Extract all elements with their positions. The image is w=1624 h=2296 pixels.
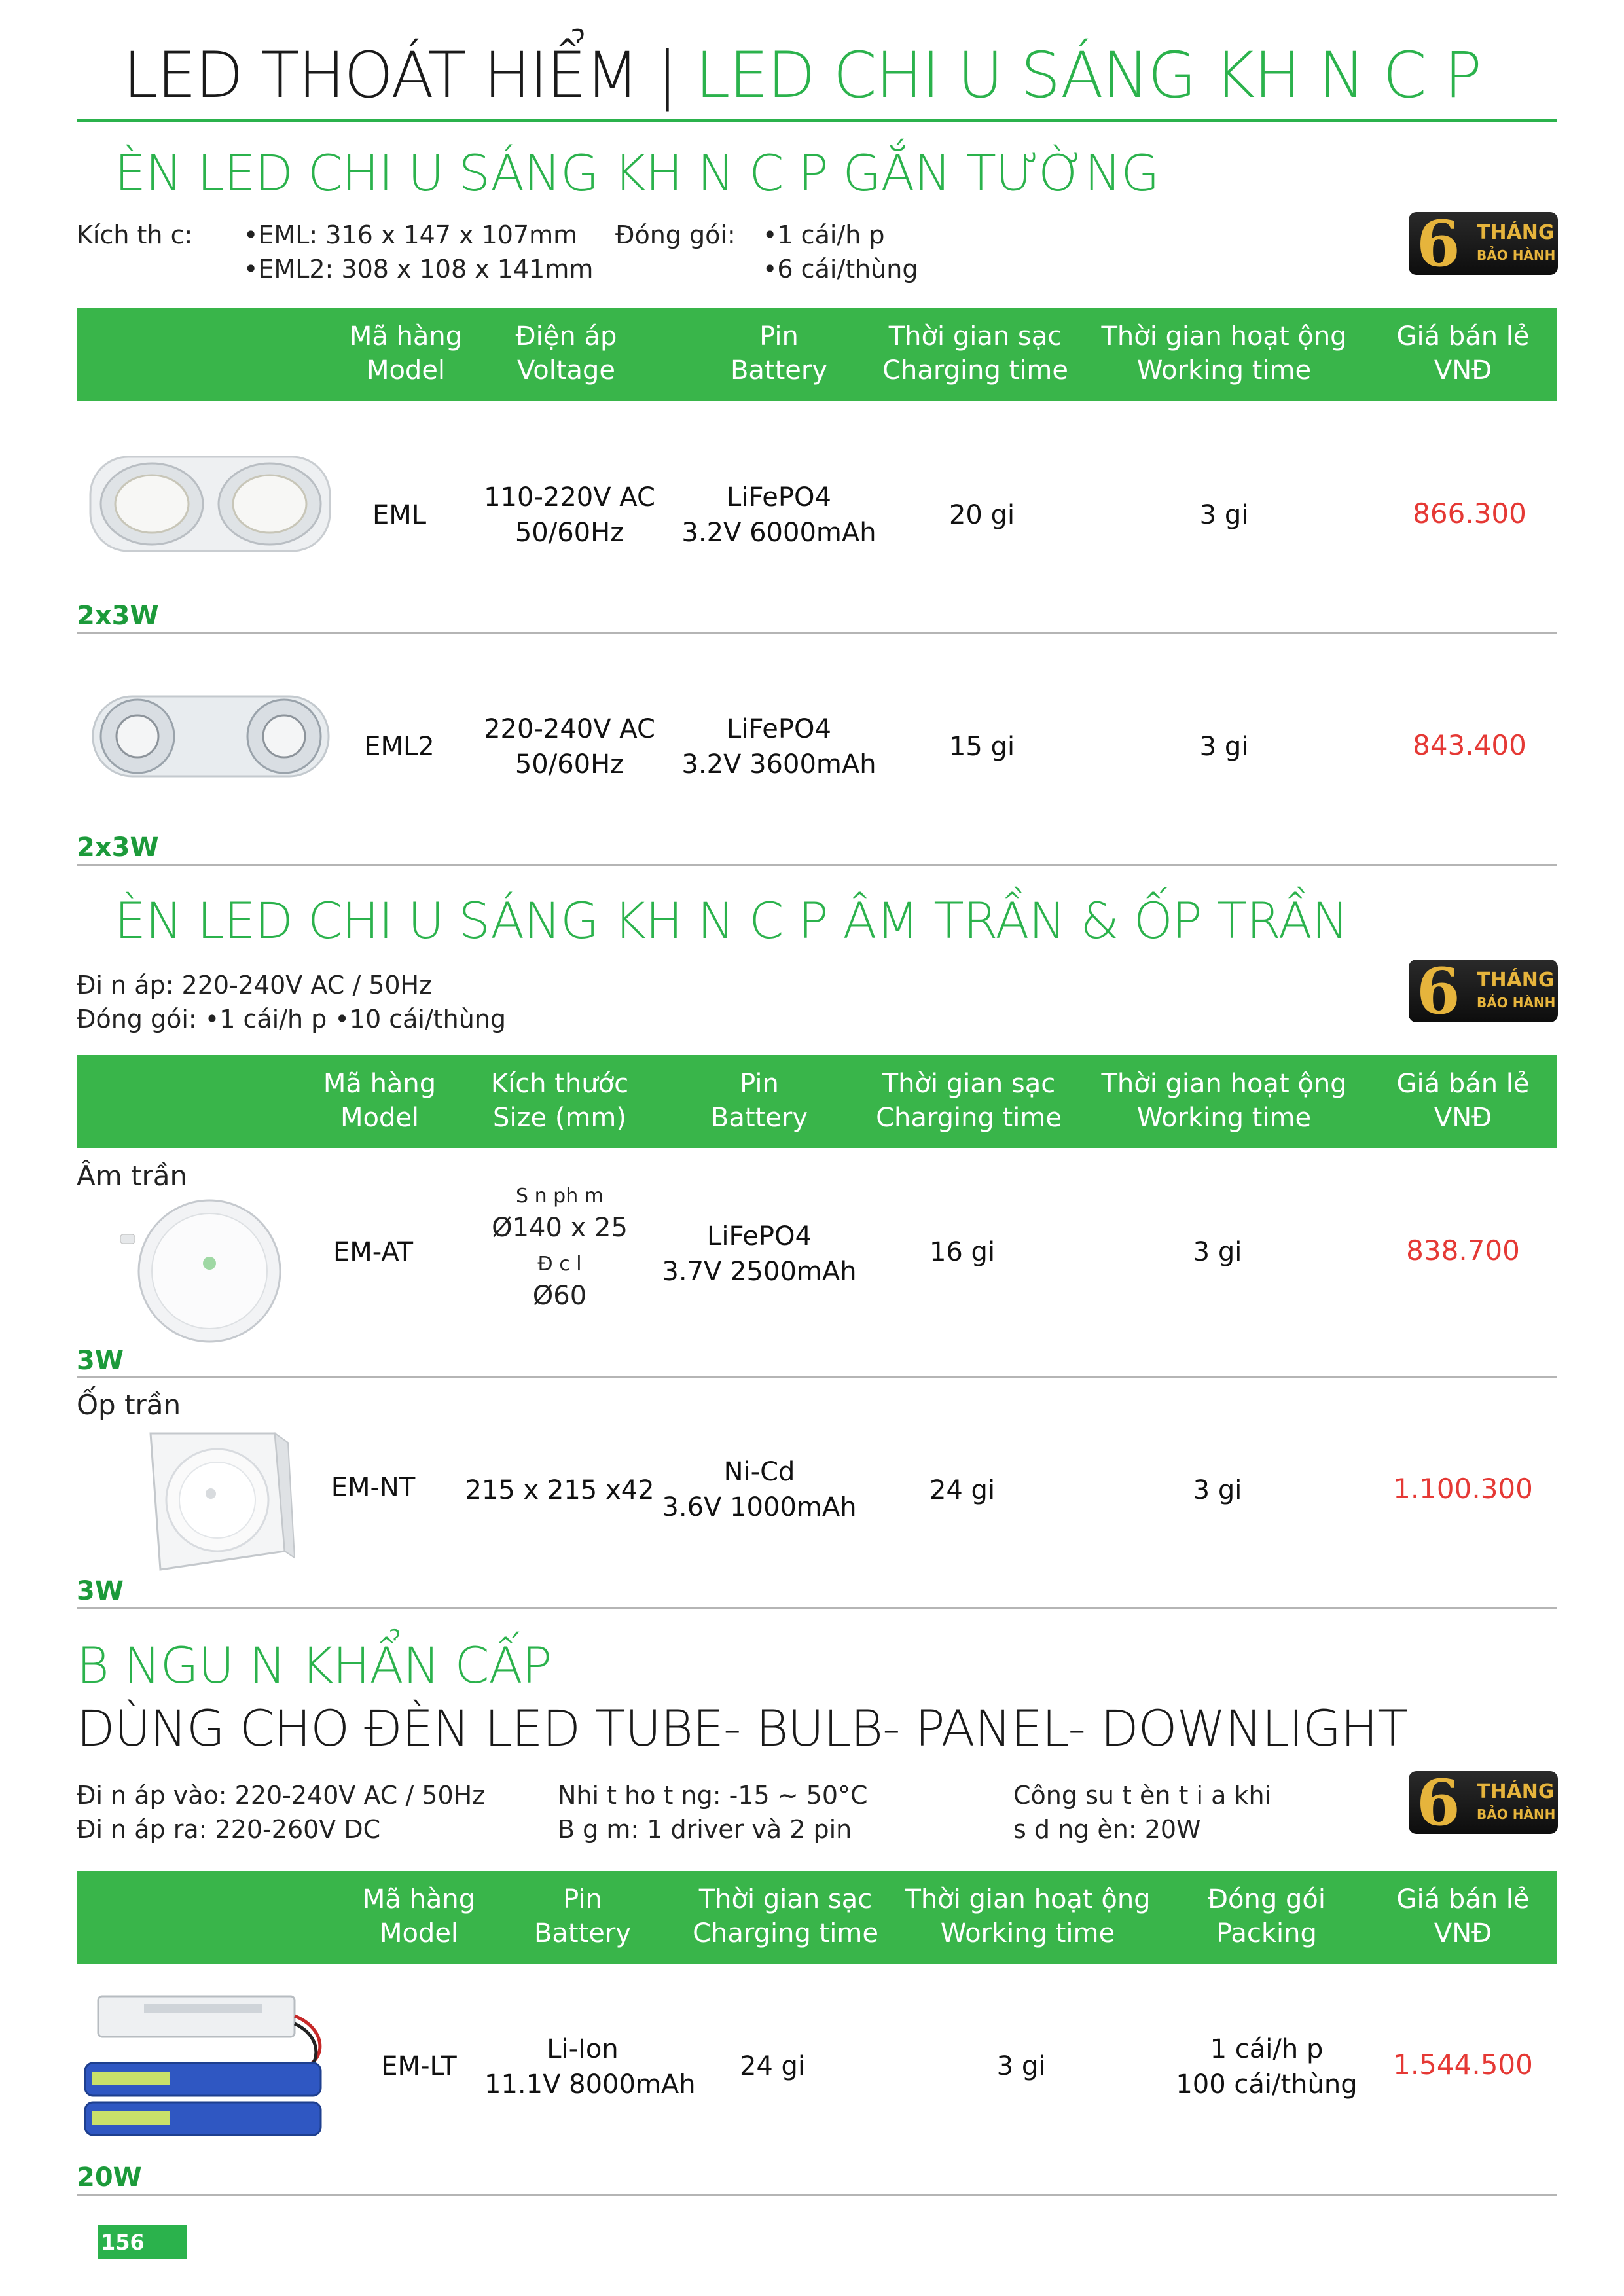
size-em-at: S n ph m Ø140 x 25 Đ c l Ø60 <box>492 1185 628 1311</box>
t3-header-packing: Đóng gói Packing <box>1208 1884 1326 1948</box>
section2-title: ÈN LED CHI U SÁNG KH N C P ÂM TRẦN & ỐP TRẦN <box>115 891 1348 950</box>
max-power-2: s d ng èn: 20W <box>1013 1815 1201 1844</box>
price-eml2: 843.400 <box>1413 729 1526 761</box>
size-eml2: •EML2: 308 x 108 x 141mm <box>244 255 594 283</box>
page-number: 156 <box>98 2225 187 2259</box>
product-image-eml <box>86 445 335 563</box>
section1-title: ÈN LED CHI U SÁNG KH N C P GẮN TƯỜNG <box>115 144 1159 202</box>
t2-header-model: Mã hàng Model <box>323 1069 437 1133</box>
model-em-lt: EM-LT <box>381 2051 457 2081</box>
row-divider <box>77 1607 1557 1609</box>
output-voltage: Đi n áp ra: 220-260V DC <box>77 1815 381 1844</box>
warranty-unit: THÁNG <box>1477 1780 1555 1803</box>
watt-em-nt: 3W <box>77 1576 124 1606</box>
page-title <box>123 39 1481 111</box>
work-em-at: 3 gi <box>1193 1237 1242 1267</box>
watt-eml2: 2x3W <box>77 833 159 863</box>
price-em-at: 838.700 <box>1406 1234 1520 1266</box>
page-title-black: LED THOÁT HIỂM | <box>123 39 696 112</box>
t3-header-working: Thời gian hoạt ộng Working time <box>905 1884 1151 1948</box>
battery-em-nt: Ni-Cd 3.6V 1000mAh <box>662 1457 857 1522</box>
category-am-tran: Âm trần <box>77 1160 188 1192</box>
category-op-tran: Ốp trần <box>77 1389 181 1421</box>
model-em-at: EM-AT <box>333 1237 414 1267</box>
price-em-nt: 1.100.300 <box>1393 1473 1533 1505</box>
warranty-badge <box>1409 207 1558 281</box>
price-em-lt: 1.544.500 <box>1393 2049 1533 2081</box>
t3-header-battery: Pin Battery <box>533 1884 632 1948</box>
pack-carton: •6 cái/thùng <box>763 255 918 283</box>
charge-em-at: 16 gi <box>929 1237 996 1267</box>
t3-header-model: Mã hàng Model <box>362 1884 476 1948</box>
warranty-text: BẢO HÀNH <box>1477 995 1556 1011</box>
battery-em-lt: Li-Ion 11.1V 8000mAh <box>484 2034 696 2100</box>
model-eml2: EML2 <box>364 732 435 762</box>
size-eml: •EML: 316 x 147 x 107mm <box>244 221 578 249</box>
section2-packing: Đóng gói: •1 cái/h p •10 cái/thùng <box>77 1005 507 1033</box>
work-eml2: 3 gi <box>1199 732 1249 762</box>
row-divider <box>77 1376 1557 1378</box>
model-em-nt: EM-NT <box>331 1473 416 1503</box>
work-eml: 3 gi <box>1199 500 1249 530</box>
operating-temp: Nhi t ho t ng: -15 ~ 50°C <box>558 1781 868 1810</box>
work-em-lt: 3 gi <box>996 2051 1046 2081</box>
section3-title: B NGU N KHẨN CẤP <box>77 1636 552 1695</box>
warranty-badge <box>1409 954 1558 1028</box>
product-image-em-nt <box>137 1420 295 1577</box>
section3-subtitle: DÙNG CHO ĐÈN LED TUBE- BULB- PANEL- DOWNLIGHT <box>77 1699 1407 1757</box>
input-voltage: Đi n áp vào: 220-240V AC / 50Hz <box>77 1781 486 1810</box>
t1-header-model: Mã hàng Model <box>349 321 463 386</box>
charge-eml: 20 gi <box>948 500 1015 530</box>
t2-header-battery: Pin Battery <box>710 1069 808 1133</box>
model-eml: EML <box>372 500 427 530</box>
warranty-number: 6 <box>1416 207 1460 281</box>
price-eml: 866.300 <box>1413 497 1526 529</box>
product-image-em-lt <box>79 1990 353 2147</box>
warranty-badge <box>1409 1766 1558 1840</box>
warranty-text: BẢO HÀNH <box>1477 247 1556 263</box>
t1-header-price: Giá bán lẻ VNĐ <box>1396 321 1530 386</box>
voltage-eml2: 220-240V AC 50/60Hz <box>484 714 655 780</box>
charge-em-nt: 24 gi <box>929 1475 996 1505</box>
size-em-nt: 215 x 215 x42 <box>465 1475 655 1505</box>
battery-eml: LiFePO4 3.2V 6000mAh <box>681 482 876 548</box>
t3-header-price: Giá bán lẻ VNĐ <box>1396 1884 1530 1948</box>
watt-em-at: 3W <box>77 1346 124 1376</box>
warranty-unit: THÁNG <box>1477 969 1555 992</box>
title-rule <box>77 119 1557 122</box>
work-em-nt: 3 gi <box>1193 1475 1242 1505</box>
warranty-text: BẢO HÀNH <box>1477 1806 1556 1822</box>
charge-em-lt: 24 gi <box>739 2051 806 2081</box>
row-divider <box>77 632 1557 634</box>
t1-header-working: Thời gian hoạt ộng Working time <box>1101 321 1347 386</box>
t1-header-charging: Thời gian sạc Charging time <box>882 321 1068 386</box>
warranty-unit: THÁNG <box>1477 221 1555 244</box>
t2-header-working: Thời gian hoạt ộng Working time <box>1101 1069 1347 1133</box>
t2-header-price: Giá bán lẻ VNĐ <box>1396 1069 1530 1133</box>
charge-eml2: 15 gi <box>948 732 1015 762</box>
row-divider <box>77 2194 1557 2196</box>
pack-box: •1 cái/h p <box>763 221 885 249</box>
t1-header-voltage: Điện áp Voltage <box>515 321 617 386</box>
row-divider <box>77 864 1557 866</box>
watt-eml: 2x3W <box>77 601 159 631</box>
battery-eml2: LiFePO4 3.2V 3600mAh <box>681 714 876 780</box>
pack-label: Đóng gói: <box>615 221 736 249</box>
t3-header-charging: Thời gian sạc Charging time <box>693 1884 878 1948</box>
section2-voltage: Đi n áp: 220-240V AC / 50Hz <box>77 971 433 999</box>
warranty-number: 6 <box>1416 954 1460 1028</box>
product-image-eml2 <box>86 687 335 785</box>
watt-em-lt: 20W <box>77 2162 142 2193</box>
voltage-eml: 110-220V AC 50/60Hz <box>484 482 655 548</box>
kit-contents: B g m: 1 driver và 2 pin <box>558 1815 852 1844</box>
product-image-em-at <box>111 1191 295 1348</box>
battery-em-at: LiFePO4 3.7V 2500mAh <box>662 1221 857 1287</box>
t1-header-battery: Pin Battery <box>730 321 828 386</box>
packing-em-lt: 1 cái/h p 100 cái/thùng <box>1176 2034 1358 2100</box>
t2-header-charging: Thời gian sạc Charging time <box>876 1069 1062 1133</box>
warranty-number: 6 <box>1416 1766 1460 1840</box>
page-title-green: LED CHI U SÁNG KH N C P <box>695 39 1481 112</box>
t2-header-size: Kích thước Size (mm) <box>490 1069 629 1133</box>
max-power-1: Công su t èn t i a khi <box>1013 1781 1272 1810</box>
size-label: Kích th c: <box>77 221 193 249</box>
